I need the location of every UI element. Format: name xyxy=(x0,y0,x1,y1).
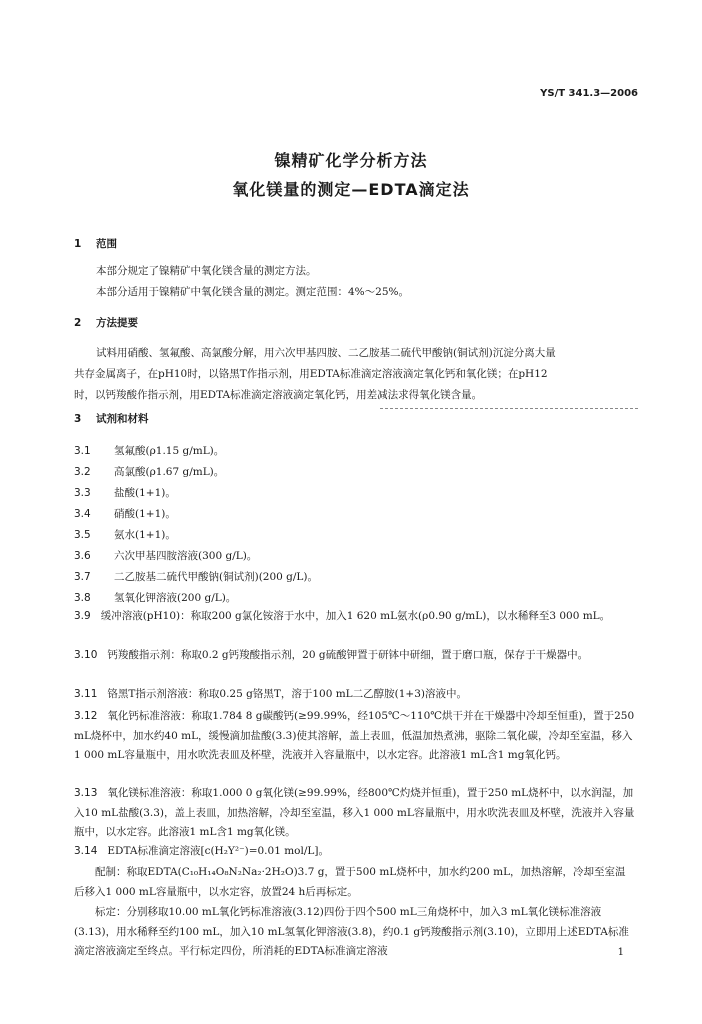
section-number: 3 xyxy=(74,413,82,425)
list-item: 3.3 盐酸(1+1)。 xyxy=(74,487,176,499)
section-title: 方法提要 xyxy=(96,317,138,329)
section-title: 范围 xyxy=(96,238,117,250)
section-1-heading xyxy=(74,236,117,251)
section-3-heading xyxy=(74,411,149,426)
method-line-2: 共存金属离子，在pH10时，以铬黑T作指示剂，用EDTA标准滴定溶液滴定氧化钙和氧化镁；在pH12 xyxy=(74,368,548,380)
list-item-3-14: 3.14 EDTA标准滴定溶液[c(H₂Y²⁻)=0.01 mol/L]。 xyxy=(74,845,329,857)
divider xyxy=(380,408,638,409)
section-2-heading xyxy=(74,315,138,330)
list-item: 3.4 硝酸(1+1)。 xyxy=(74,508,176,520)
method-line-1: 试料用硝酸、氢氟酸、高氯酸分解，用六次甲基四胺、二乙胺基二硫代甲酸钠(铜试剂)沉淀分离大量 xyxy=(96,347,556,359)
list-item: 3.2 高氯酸(ρ1.67 g/mL)。 xyxy=(74,466,225,478)
list-item: 3.6 六次甲基四胺溶液(300 g/L)。 xyxy=(74,550,258,562)
list-item: 3.7 二乙胺基二硫代甲酸钠(铜试剂)(200 g/L)。 xyxy=(74,571,318,583)
list-item-3-9: 3.9 缓冲溶液(pH10)：称取200 g氯化铵溶于水中，加入1 620 mL氨水(ρ0.90 g/mL)，以水稀释至3 000 mL。 xyxy=(74,610,611,622)
list-item-3-11: 3.11 铬黑T指示剂溶液：称取0.25 g铬黑T，溶于100 mL二乙醇胺(1+3)溶液中。 xyxy=(74,688,467,700)
list-item: 3.1 氢氟酸(ρ1.15 g/mL)。 xyxy=(74,445,225,457)
preparation-paragraph: 配制：称取EDTA(C₁₀H₁₄O₈N₂Na₂·2H₂O)3.7 g，置于500 mL烧杯中，加水约200 mL，加热溶解，冷却至室温后移入1 000 mL容量瓶中，以水定容，放置24 h后再标定。 xyxy=(74,866,626,898)
list-item: 3.5 氨水(1+1)。 xyxy=(74,529,176,541)
list-item: 3.8 氢氧化钾溶液(200 g/L)。 xyxy=(74,592,237,604)
scope-paragraph-1: 本部分规定了镍精矿中氧化镁含量的测定方法。 xyxy=(96,265,317,277)
calibration-paragraph: 标定：分别移取10.00 mL氧化钙标准溶液(3.12)四份于四个500 mL三角烧杯中，加入3 mL氧化镁标准溶液(3.13)，用水稀释至约100 mL，加入10 mL氢氧化钾溶液(3.8)，约0.1 g钙羧酸指示剂(3.10)，立即用上述EDTA标准滴定溶液滴定至终点。平行标定四份，所消耗的EDTA标准滴定溶液 xyxy=(74,906,629,957)
document-title: 镍精矿化学分析方法 xyxy=(274,151,428,170)
document-subtitle: 氧化镁量的测定—EDTA滴定法 xyxy=(232,180,470,199)
list-item-3-10: 3.10 钙羧酸指示剂：称取0.2 g钙羧酸指示剂，20 g硫酸钾置于研钵中研细，置于磨口瓶，保存于干燥器中。 xyxy=(74,649,589,661)
list-item-3-12: 3.12 氧化钙标准溶液：称取1.784 8 g碳酸钙(≥99.99%，经105℃～110℃烘干并在干燥器中冷却至恒重)，置于250 mL烧杯中，加水约40 mL，缓慢滴加盐酸(3.3)使其溶解，盖上表皿，低温加热煮沸，驱除二氧化碳，冷却至室温，移入1 000 mL容量瓶中，用水吹洗表皿及杯壁，洗液并入容量瓶中，以水定容。此溶液1 mL含1 mg氧化钙。 xyxy=(74,710,635,761)
scope-paragraph-2: 本部分适用于镍精矿中氧化镁含量的测定。测定范围：4%～25%。 xyxy=(96,286,409,298)
standard-number: YS/T 341.3—2006 xyxy=(540,88,638,99)
section-number: 2 xyxy=(74,317,82,329)
method-line-3: 时，以钙羧酸作指示剂，用EDTA标准滴定溶液滴定氧化钙，用差减法求得氧化镁含量。 xyxy=(74,389,483,401)
section-title: 试剂和材料 xyxy=(96,413,149,425)
list-item-3-13: 3.13 氧化镁标准溶液：称取1.000 0 g氧化镁(≥99.99%，经800℃灼烧并恒重)，置于250 mL烧杯中，以水润湿，加入10 mL盐酸(3.3)，盖上表皿，加热溶解，冷却至室温，移入1 000 mL容量瓶中，用水吹洗表皿及杯壁，洗液并入容量瓶中，以水定容。此溶液1 mL含1 mg氧化镁。 xyxy=(74,787,635,838)
section-number: 1 xyxy=(74,238,82,250)
page-number: 1 xyxy=(617,947,624,958)
